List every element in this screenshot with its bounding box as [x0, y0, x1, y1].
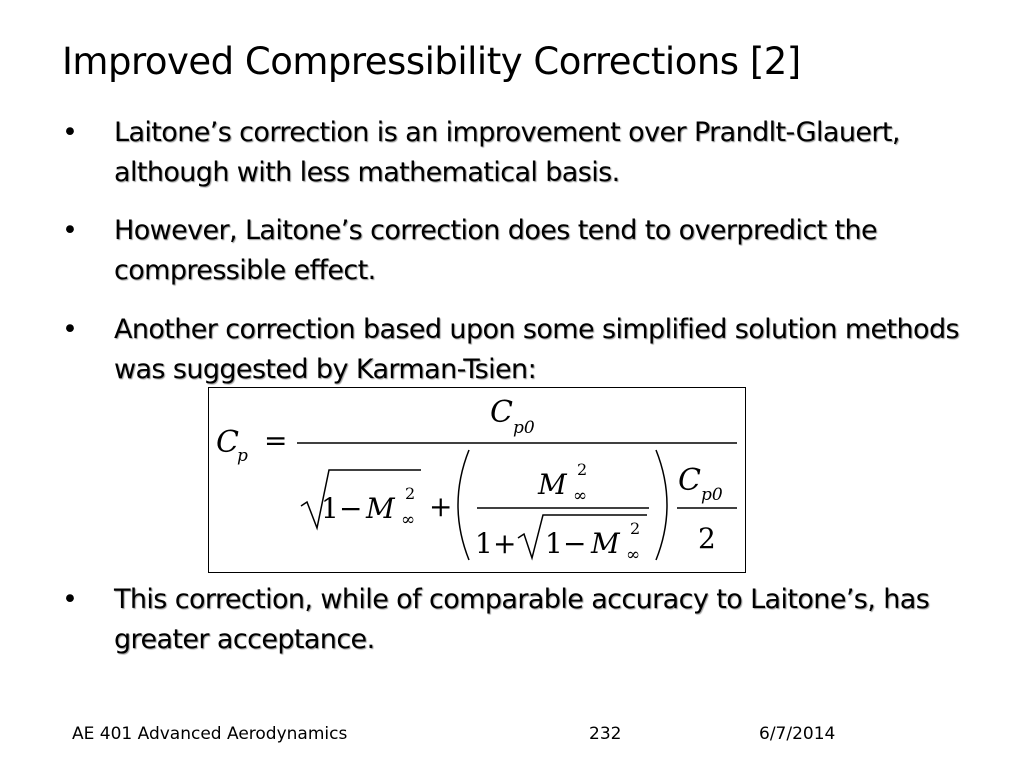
inner-sqrt-inf-sub: ∞ — [626, 545, 641, 565]
inner-sqrt-mach: M — [591, 527, 620, 560]
lhs-c: C — [216, 425, 239, 460]
bullet-dot: • — [62, 215, 78, 246]
inner-mach-symbol: M — [538, 468, 567, 501]
plus-sign: + — [429, 490, 453, 523]
one-digit: 1 — [321, 492, 339, 525]
bullet-text: However, Laitone’s correction does tend to overpredict the compressible effect. — [114, 215, 878, 286]
inner-minus-sign: − — [563, 527, 587, 560]
mach-inf-sub: ∞ — [401, 510, 416, 530]
lhs-sub-p: p — [237, 446, 248, 466]
numerator-sub-p0: p0 — [513, 418, 535, 438]
footer-page-number: 232 — [589, 724, 622, 744]
mach-exponent: 2 — [405, 484, 416, 503]
minus-sign: − — [339, 492, 363, 525]
left-paren — [458, 450, 469, 560]
factor-sub-p0: p0 — [701, 485, 723, 505]
inner-plus-sign: + — [493, 527, 517, 560]
inner-sqrt-one: 1 — [545, 527, 563, 560]
right-paren — [656, 450, 667, 560]
karman-tsien-equation-box — [208, 387, 746, 573]
mach-symbol: M — [366, 492, 395, 525]
inner-mach-exponent: 2 — [577, 460, 588, 479]
karman-tsien-equation — [209, 388, 745, 572]
factor-c: C — [678, 463, 701, 498]
bullet-text: Laitone’s correction is an improvement over Prandlt-Glauert, although with less mathematical basis. — [114, 117, 900, 188]
factor-two: 2 — [698, 522, 716, 555]
numerator-c: C — [490, 395, 513, 430]
bullet-dot: • — [62, 117, 78, 148]
footer-date: 6/7/2014 — [759, 724, 836, 744]
inner-one-digit: 1 — [475, 527, 493, 560]
inner-mach-inf-sub: ∞ — [573, 486, 588, 506]
bullet-text: Another correction based upon some simplified solution methods was suggested by Karman-Tsien: — [114, 314, 959, 385]
slide-title: Improved Compressibility Corrections [2] — [62, 40, 801, 83]
equals-sign: = — [264, 424, 288, 457]
footer-course: AE 401 Advanced Aerodynamics — [72, 724, 348, 744]
bullet-text: This correction, while of comparable accuracy to Laitone’s, has greater acceptance. — [114, 584, 930, 655]
inner-sqrt-exponent: 2 — [630, 519, 641, 538]
bullet-dot: • — [62, 584, 78, 615]
bullet-dot: • — [62, 314, 78, 345]
